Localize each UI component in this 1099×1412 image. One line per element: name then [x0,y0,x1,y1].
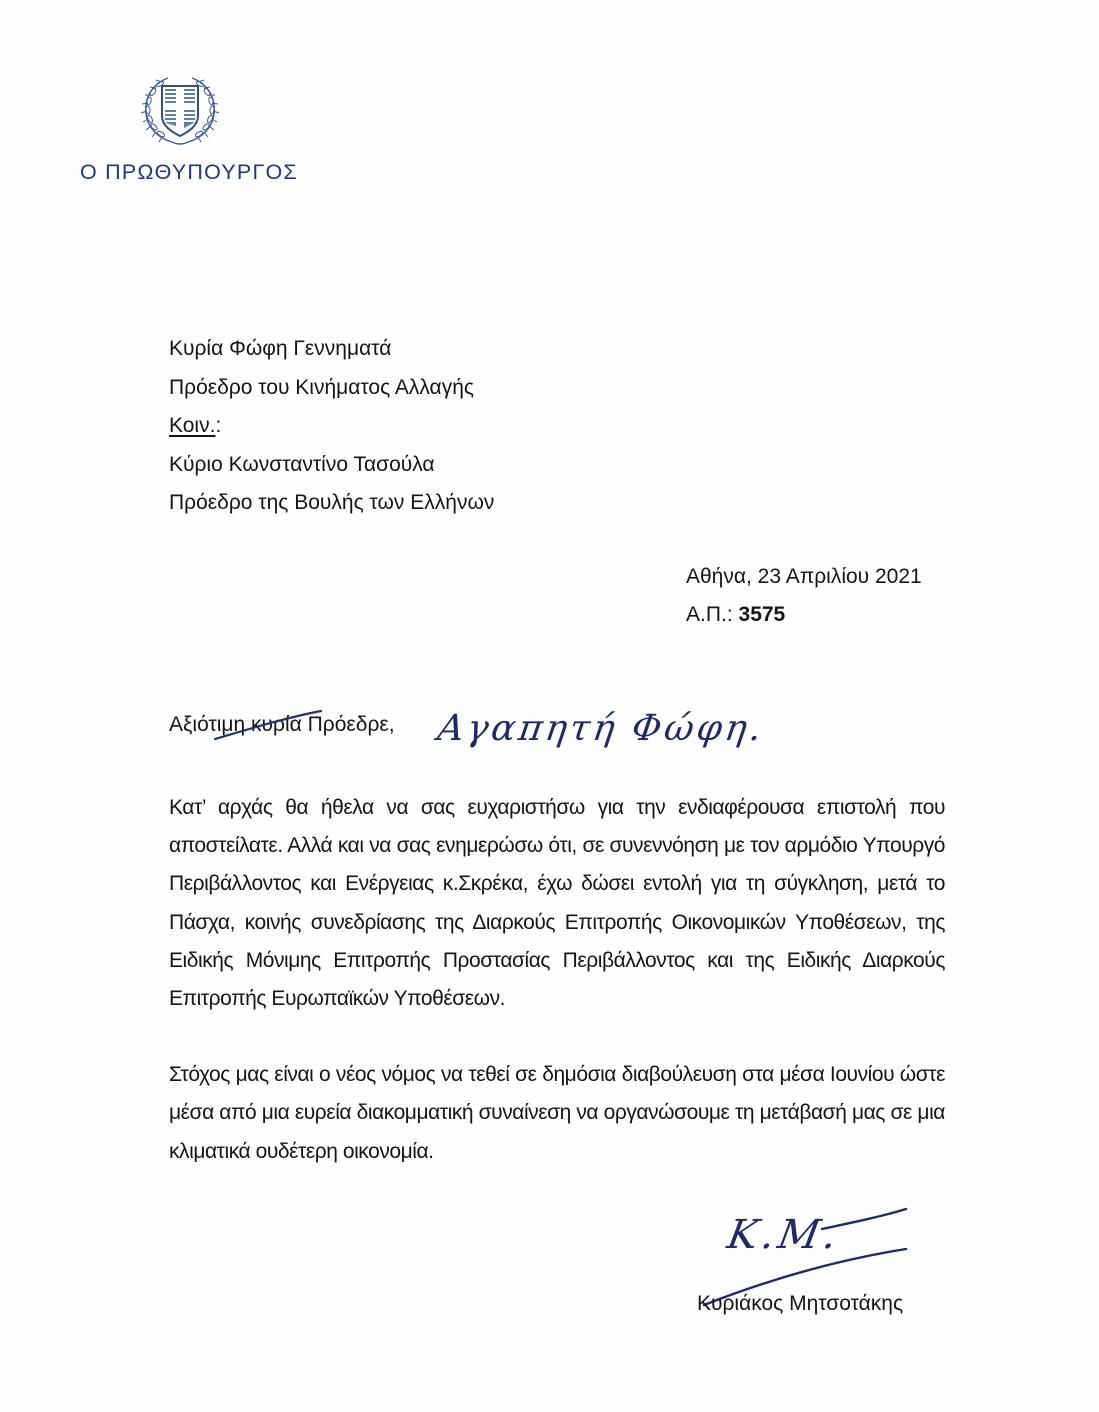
body-paragraph: Στόχος μας είναι ο νέος νόμος να τεθεί σε δημόσια διαβούλευση στα μέσα Ιουνίου ώστε μέσα από μια ευρεία διακομματική συναίνεση να οργανώσουμε τη μετάβασή μας σε μια κλιματικά ουδέτερη οικονομία. [169,1063,945,1163]
recipient-name: Κυρία Φώφη Γεννηματά [169,337,392,360]
date-block [686,558,922,634]
cc-recipient-title: Πρόεδρο της Βουλής των Ελλήνων [169,491,495,514]
letter-body [169,789,945,1171]
office-title: Ο ΠΡΩΘΥΠΟΥΡΓΟΣ [80,160,298,184]
salutation-end: Πρόεδρε, [301,713,395,736]
struck-word-text: κυρία [251,713,302,736]
handwritten-signature-initials: Κ.Μ. [723,1212,845,1258]
handwritten-strikethrough [209,705,319,747]
reference-number: 3575 [738,603,786,626]
recipient-block [169,330,494,523]
signatory-name: Κυριάκος Μητσοτάκης [697,1292,904,1315]
cc-label: Κοιν. [169,414,216,437]
reference-line [686,596,922,634]
cc-label-colon: : [215,414,222,437]
recipient-title: Πρόεδρο του Κινήματος Αλλαγής [169,375,474,399]
handwritten-greeting-note: Αγαπητή Φώφη. [435,708,767,749]
cc-label-line [169,407,494,446]
body-paragraph: Κατ’ αρχάς θα ήθελα να σας ευχαριστήσω για την ενδιαφέρουσα επιστολή που αποστείλατε. Αλλά και να σας ενημερώσω ότι, σε συνεννόηση με τον αρμόδιο Υπουργό Περιβάλλοντος και Ενέργειας κ.Σκρέκα, έχω δώσει εντολή για τη σύγκληση, μετά το Πάσχα, κοινής συνεδρίασης της Διαρκούς Επιτροπής Οικονομικών Υποθέσεων, της Ειδικής Μόνιμης Επιτροπής Προστασίας Περιβάλλοντος και της Ειδικής Διαρκούς Επιτροπής Ευρωπαϊκών Υποθέσεων. [169,796,945,1011]
salutation [169,713,395,737]
cc-recipient-name: Κύριο Κωνσταντίνο Τασούλα [169,452,435,476]
reference-label: Α.Π.: [686,603,739,626]
salutation-start: Αξιότιμη [169,713,252,736]
coat-of-arms-emblem-icon [138,70,222,150]
place-and-date: Αθήνα, 23 Απριλίου 2021 [686,565,922,588]
